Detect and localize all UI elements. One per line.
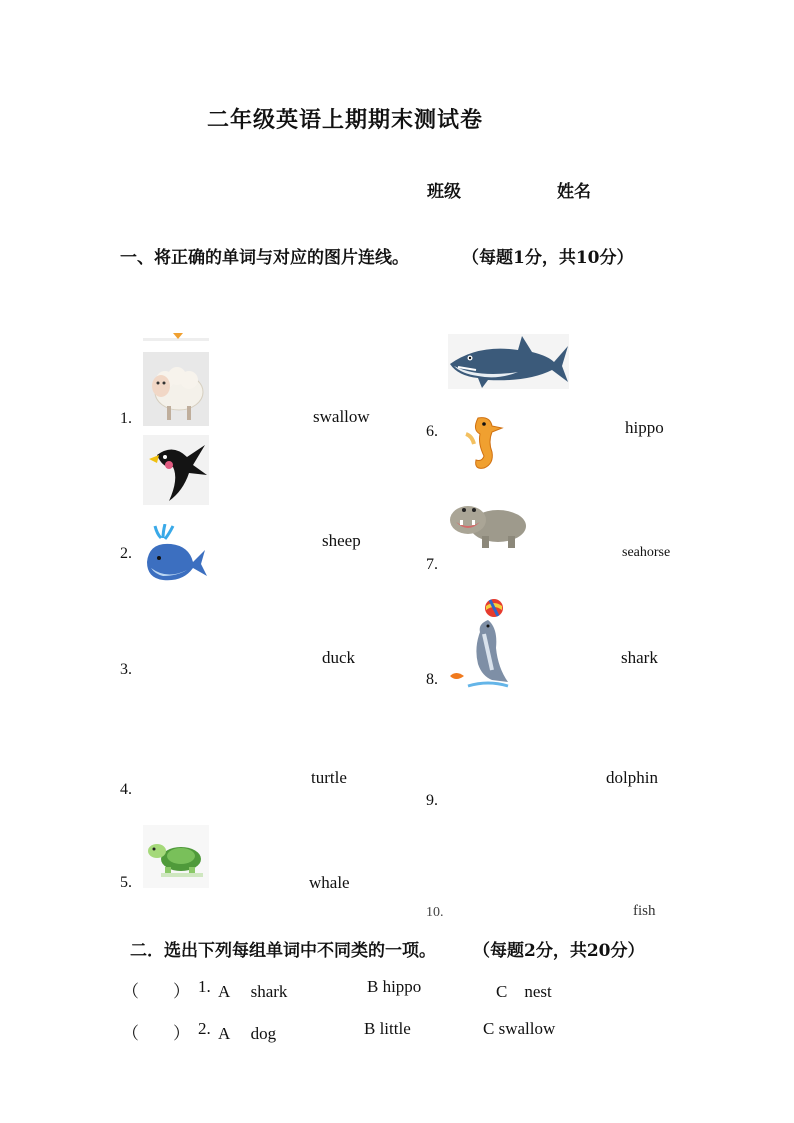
option-c: C nest xyxy=(496,982,552,1001)
question-number: 2. xyxy=(198,1019,211,1038)
item-number: 10. xyxy=(426,905,444,920)
swallow-picture xyxy=(143,435,209,505)
option-a: A dog xyxy=(218,1024,277,1043)
section2-heading: 二．选出下列每组单词中不同类的一项。 xyxy=(130,941,436,961)
match-word: duck xyxy=(322,648,356,667)
section1-points: （每题1分，共10分） xyxy=(462,248,634,268)
hippo-picture xyxy=(448,500,533,552)
name-label: 姓名 xyxy=(557,182,591,202)
sheep-picture xyxy=(143,352,209,426)
turtle-picture xyxy=(143,825,209,888)
option-b: B hippo xyxy=(367,977,422,996)
option-a: A shark xyxy=(218,982,288,1001)
question-number: 1. xyxy=(198,977,211,996)
option-b: B little xyxy=(364,1019,411,1038)
item-number: 9. xyxy=(426,792,438,809)
match-word: dolphin xyxy=(606,768,658,787)
item-number: 5. xyxy=(120,874,132,891)
match-word: sheep xyxy=(322,531,361,550)
item-number: 7. xyxy=(426,556,438,573)
section1-heading: 一、将正确的单词与对应的图片连线。 xyxy=(120,248,409,268)
shark-picture xyxy=(448,334,569,389)
class-label: 班级 xyxy=(427,182,461,202)
item-number: 3. xyxy=(120,661,132,678)
answer-paren[interactable]: （ ） xyxy=(122,982,190,1001)
answer-paren[interactable]: （ ） xyxy=(122,1024,190,1043)
item-number: 8. xyxy=(426,671,438,688)
seahorse-picture xyxy=(448,414,523,475)
match-word: shark xyxy=(621,648,658,667)
page-title: 二年级英语上期期末测试卷 xyxy=(207,107,484,133)
match-word: seahorse xyxy=(622,545,671,560)
section2-points: （每题2分，共20分） xyxy=(473,941,645,961)
cropped-image-fragment xyxy=(143,333,209,341)
item-number: 2. xyxy=(120,545,132,562)
item-number: 6. xyxy=(426,423,438,440)
item-number: 1. xyxy=(120,410,132,427)
match-word: swallow xyxy=(313,407,370,426)
whale-picture xyxy=(143,524,209,586)
match-word: turtle xyxy=(311,768,347,787)
option-c: C swallow xyxy=(483,1019,556,1038)
item-number: 4. xyxy=(120,781,132,798)
match-word: fish xyxy=(633,903,656,919)
match-word: whale xyxy=(309,873,350,892)
match-word: hippo xyxy=(625,418,664,437)
dolphin-picture xyxy=(448,598,510,690)
